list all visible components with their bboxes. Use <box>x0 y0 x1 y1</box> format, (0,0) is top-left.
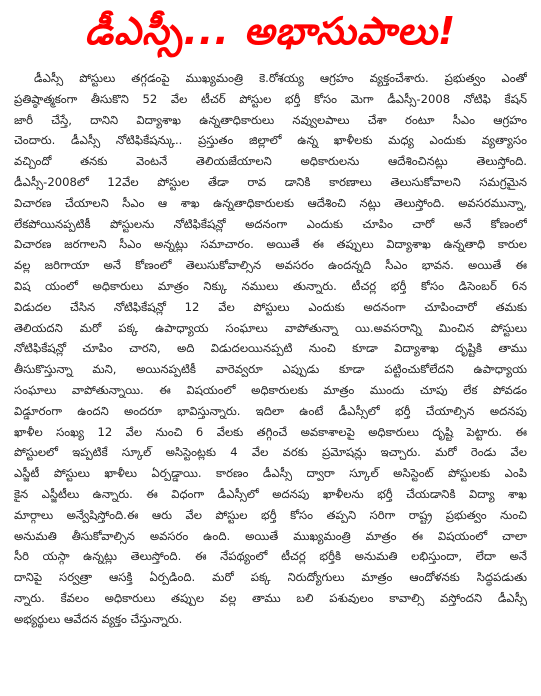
article-body <box>14 68 527 692</box>
article-line: జారీ చేస్తే, దానిని విద్యాశాఖ ఉన్నతాధికారులు నవ్వులపాలు చేశా రంటూ సీఎం ఆగ్రహం <box>14 112 527 127</box>
article-line: విడుదల చేసిన నోటిఫికేషన్లో 12 వేల పోస్టులు ఎందుకు అదనంగా చూపించారో తమకు <box>14 299 527 314</box>
article-line: తెలియదని మరో పక్క ఉపాధ్యాయ సంఘాలు వాపోతున్నా యి.అవసరాన్ని మించిన పోస్టులు <box>14 320 527 335</box>
article-line: అనుమతి తీసుకోవాల్సిన అవసరం ఉంది. అయితే ముఖ్యమంత్రి మాత్రం ఈ విషయంలో చాలా <box>14 528 527 543</box>
article-line: న్నారు. కేవలం అధికారులు తప్పుల వల్ల తాము బలి పశువులం కావాల్సి వస్తోందని డీఎస్సీ <box>14 590 527 605</box>
article-line: లేకపోయినప్పటికీ పోస్టులను నోటిఫికేషన్లో అదనంగా ఎందుకు చూపిం చారో అనే కోణంలో <box>14 216 527 231</box>
article-line: డీఎస్సీ-2008లో 12వేల పోస్టుల తేడా రావ డానికి కారణాలు తెలుసుకోవాలని సమగ్రమైన <box>14 174 527 189</box>
article-line: నోటిఫికేషన్లో చూపిం చారని, అది విడుదలయినప్పటి నుంచి కూడా విద్యాశాఖ దృష్టికి తాము <box>14 341 527 356</box>
article-line: తీసుకొస్తున్నా మని, అయినప్పటికీ వారెవ్వరూ ఎప్పుడు కూడా పట్టించుకోలేదని ఉపాధ్యాయ <box>14 362 527 377</box>
article-line: విడ్డూరంగా ఉందని అందరూ భావిస్తున్నారు. ఇదిలా ఉంటే డీఎస్సీలో భర్తీ చేయాల్సిన అదనపు <box>14 403 527 418</box>
article-line: ఖాళీల సంఖ్య 12 వేల నుంచి 6 వేలకు తగ్గించే అవకాశాలపై అధికారులు దృష్టి పెట్టారు. ఈ <box>14 424 527 439</box>
article-line: సీరి యస్గా ఉన్నట్లు తెలుస్తోంది. ఈ నేపథ్యంలో టీచర్ల భర్తీకి అనుమతి లభిస్తుందా, లేదా అనే <box>14 549 527 564</box>
article-line: దానిపై సర్వత్రా ఆసక్తి ఏర్పడింది. మరో పక్క నిరుద్యోగులు మాత్రం ఆందోళనకు సిద్ధపడుతు <box>14 570 527 585</box>
article-line: విచారణ చేయాలని సీఎం ఆ శాఖ ఉన్నతాధికారులకు ఆదేశించి నట్లు తెలుస్తోంది. అవసరమున్నా, <box>14 195 527 210</box>
article-line: ఎస్జీటీ పోస్టులు ఖాళీలు ఏర్పడ్డాయి. కారణం డీఎస్సీ ద్వారా స్కూల్ అసిస్టెంట్ పోస్టులకు ఎంపి <box>14 466 527 481</box>
article-line: విచారణ జరగాలని సీఎం అన్నట్లు సమాచారం. అయితే ఈ తప్పులు విద్యాశాఖ ఉన్నతాధి కారుల <box>14 237 527 252</box>
article-line: చెందారు. డీఎస్సీ నోటిఫికేషన్కు.. ప్రస్తుతం జిల్లాలో ఉన్న ఖాళీలకు మధ్య ఎందుకు వ్యత్యాసం <box>14 133 527 148</box>
article-line: అభ్యర్థులు ఆవేదన వ్యక్తం చేస్తున్నారు. <box>14 611 183 626</box>
headline: డీఎస్సీ... అభాసుపాలు! <box>84 9 457 53</box>
article-line: కైన ఎస్జీటీలు ఉన్నారు. ఈ విధంగా డీఎస్సీలో అదనపు ఖాళీలను భర్తీ చేయడానికి విద్యా శాఖ <box>14 486 527 501</box>
article-line: వచ్చిందో తనకు వెంటనే తెలియజేయాలని అధికారులను ఆదేశించినట్లు తెలుస్తోంది. <box>14 154 527 169</box>
article-line: వల్ల జరిగాయా అనే కోణంలో తెలుసుకోవాల్సిన అవసరం ఉందన్నది సీఎం భావన. అయితే ఈ <box>14 258 527 273</box>
article-line: పోస్టులలో ఇప్పటికే స్కూల్ అసిస్టెంట్లకు 4 వేల వరకు ప్రమోషన్లు ఇచ్చారు. మరో రెండు వేల <box>14 445 527 460</box>
article-line: ప్రతిష్ఠాత్మకంగా తీసుకొని 52 వేల టీచర్ పోస్టుల భర్తీ కోసం మెగా డీఎస్సీ-2008 నోటిఫి కేషన్ <box>14 91 527 106</box>
article-line: సంఘాలు వాపోతున్నాయి. ఈ విషయంలో అధికారులకు మాత్రం ముందు చూపు లేక పోవడం <box>14 382 527 397</box>
article-line: విష యంలో అధికారులు మాత్రం నిక్కు నములు తున్నారు. టీచర్ల భర్తీ కోసం డిసెంబర్ 6న <box>14 278 527 293</box>
article-line: మార్గాలు అన్వేషిస్తోంది.ఈ ఆరు వేల పోస్టుల భర్తీ కోసం తప్పని సరిగా రాష్ట్ర ప్రభుత్వం నుంచి <box>14 507 527 522</box>
article-line: డీఎస్సీ పోస్టులు తగ్గడంపై ముఖ్యమంత్రి కె.రోశయ్య ఆగ్రహం వ్యక్తంచేశారు. ప్రభుత్వం ఎంతో <box>34 71 527 85</box>
